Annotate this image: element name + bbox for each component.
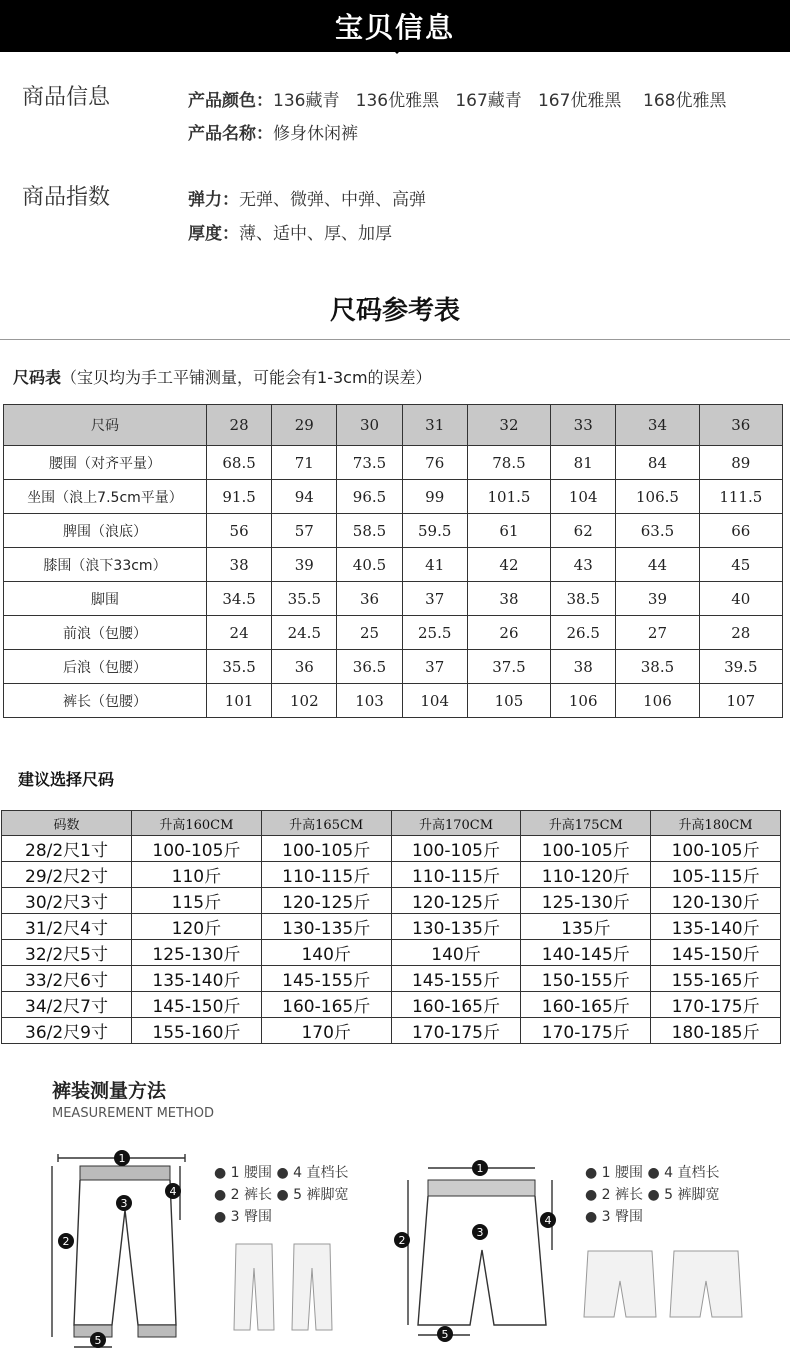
table-header-cell: 码数 [2,811,132,836]
table-cell: 38 [551,650,616,684]
row-label-cell: 31/2尺4寸 [2,914,132,940]
table-header-cell: 36 [699,405,782,446]
recommend-heading: 建议选择尺码 [18,770,115,789]
table-cell: 140斤 [261,940,391,966]
table-cell: 100-105斤 [521,836,651,862]
row-label-cell: 28/2尺1寸 [2,836,132,862]
table-cell: 155-160斤 [132,1018,262,1044]
table-cell: 44 [616,548,699,582]
long-pants-thumbnails [228,1238,348,1338]
table-cell: 145-150斤 [651,940,781,966]
legend-number: 5 [293,1187,303,1203]
table-cell: 110-120斤 [521,862,651,888]
table-cell: 25 [337,616,402,650]
table-cell: 36.5 [337,650,402,684]
row-label-cell: 29/2尺2寸 [2,862,132,888]
table-row [4,582,783,616]
table-header-row [4,405,783,446]
table-cell: 110斤 [132,862,262,888]
table-cell: 120-125斤 [391,888,521,914]
marker-3-icon [472,1224,488,1240]
table-cell: 38.5 [551,582,616,616]
legend-number: 4 [664,1165,674,1181]
pants-back-thumb [292,1244,332,1330]
table-cell: 140-145斤 [521,940,651,966]
table-cell: 39 [616,582,699,616]
table-row [2,914,781,940]
table-cell: 135-140斤 [132,966,262,992]
table-cell: 38.5 [616,650,699,684]
shorts-back-thumb [670,1251,742,1317]
table-cell: 104 [551,480,616,514]
svg-text:2: 2 [398,1234,406,1247]
svg-text:5: 5 [94,1334,102,1347]
table-cell: 106.5 [616,480,699,514]
divider [0,339,790,340]
table-cell: 125-130斤 [132,940,262,966]
banner-notch [387,44,407,54]
banner-title: 宝贝信息 [334,11,455,44]
table-cell: 160-165斤 [521,992,651,1018]
legend-number: 3 [230,1209,240,1225]
table-cell: 170斤 [261,1018,391,1044]
table-row [4,514,783,548]
table-row [4,616,783,650]
legend-hem: 裤脚宽 [677,1187,720,1203]
table-header-cell: 32 [467,405,550,446]
table-row [2,992,781,1018]
marker-2-icon [394,1232,410,1248]
size-chart-heading: 尺码参考表 [329,296,460,326]
waistband-shape [80,1166,170,1180]
row-label-cell: 膝围（浪下33cm） [4,548,207,582]
table-cell: 42 [467,548,550,582]
row-label-cell: 腰围（对齐平量） [4,446,207,480]
row-label-cell: 33/2尺6寸 [2,966,132,992]
table-cell: 66 [699,514,782,548]
shorts-front-thumb [584,1251,656,1317]
row-label-cell: 前浪（包腰） [4,616,207,650]
waistband-shape [428,1180,535,1196]
table-cell: 120-130斤 [651,888,781,914]
table-cell: 101 [207,684,272,718]
table-row [4,684,783,718]
table-cell: 36 [272,650,337,684]
table-header-cell: 33 [551,405,616,446]
table-cell: 39 [272,548,337,582]
table-cell: 28 [699,616,782,650]
legend-hip: 臀围 [615,1209,644,1225]
table-cell: 100-105斤 [391,836,521,862]
table-cell: 40 [699,582,782,616]
svg-text:1: 1 [118,1152,126,1165]
table-cell: 27 [616,616,699,650]
table-cell: 130-135斤 [261,914,391,940]
marker-4-icon [165,1183,181,1199]
legend-number: 4 [293,1165,303,1181]
table-cell: 110-115斤 [391,862,521,888]
legend-number: 3 [601,1209,611,1225]
table-cell: 36 [337,582,402,616]
legend-rise: 直档长 [677,1165,720,1181]
product-name-label: 产品名称： [188,124,273,144]
table-cell: 102 [272,684,337,718]
table-cell: 41 [402,548,467,582]
table-cell: 81 [551,446,616,480]
elastic-value: 无弹、微弹、中弹、高弹 [239,190,426,210]
table-cell: 120-125斤 [261,888,391,914]
table-cell: 103 [337,684,402,718]
legend-row: ● 2 裤长 ● 5 裤脚宽 [214,1187,349,1203]
legend-hem: 裤脚宽 [306,1187,349,1203]
legend-waist: 腰围 [244,1165,273,1181]
table-cell: 34.5 [207,582,272,616]
table-cell: 99 [402,480,467,514]
elastic-label: 弹力： [188,190,239,210]
table-cell: 160-165斤 [261,992,391,1018]
table-cell: 84 [616,446,699,480]
table-cell: 105-115斤 [651,862,781,888]
table-cell: 111.5 [699,480,782,514]
table-row [2,1018,781,1044]
table-cell: 170-175斤 [391,1018,521,1044]
table-cell: 94 [272,480,337,514]
table-cell: 120斤 [132,914,262,940]
marker-3-icon [116,1195,132,1211]
table-header-cell: 34 [616,405,699,446]
product-color-label: 产品颜色： [188,91,273,111]
marker-4-icon [540,1212,556,1228]
table-row [4,446,783,480]
size-table-label: 尺码表 [13,368,62,387]
table-cell: 96.5 [337,480,402,514]
row-label-cell: 裤长（包腰） [4,684,207,718]
product-index-heading: 商品指数 [22,185,111,210]
shorts-outline [418,1196,546,1325]
svg-text:1: 1 [476,1162,484,1175]
table-cell: 155-165斤 [651,966,781,992]
table-cell: 26.5 [551,616,616,650]
table-header-cell: 升高165CM [261,811,391,836]
table-cell: 145-155斤 [261,966,391,992]
row-label-cell: 脚围 [4,582,207,616]
table-cell: 135斤 [521,914,651,940]
legend-row: ● 3 臀围 [214,1209,273,1225]
table-cell: 170-175斤 [651,992,781,1018]
table-cell: 100-105斤 [651,836,781,862]
product-color-value: 136藏青 136优雅黑 167藏青 167优雅黑 168优雅黑 [273,91,727,111]
table-cell: 63.5 [616,514,699,548]
table-cell: 91.5 [207,480,272,514]
legend-rise: 直档长 [306,1165,349,1181]
row-label-cell: 32/2尺5寸 [2,940,132,966]
table-header-cell: 升高170CM [391,811,521,836]
legend-length: 裤长 [615,1187,644,1203]
table-cell: 150-155斤 [521,966,651,992]
table-cell: 125-130斤 [521,888,651,914]
legend-hip: 臀围 [244,1209,273,1225]
table-cell: 104 [402,684,467,718]
marker-1-icon [114,1150,130,1166]
marker-5-icon [90,1332,106,1348]
product-name-value: 修身休闲裤 [273,124,358,144]
recommend-table [1,810,781,1044]
legend-row: ● 3 臀围 [585,1209,644,1225]
table-row [2,836,781,862]
size-table [3,404,783,718]
legend-number: 1 [230,1165,240,1181]
table-cell: 56 [207,514,272,548]
row-label-cell: 坐围（浪上7.5cm平量） [4,480,207,514]
svg-text:3: 3 [120,1197,128,1210]
table-header-cell: 28 [207,405,272,446]
size-table-note: （宝贝均为手工平铺测量，可能会有1-3cm的误差） [61,368,432,387]
marker-1-icon [472,1160,488,1176]
table-cell: 35.5 [272,582,337,616]
row-label-cell: 后浪（包腰） [4,650,207,684]
table-cell: 101.5 [467,480,550,514]
legend-row: ● 1 腰围 ● 4 直档长 [214,1165,349,1181]
table-cell: 135-140斤 [651,914,781,940]
elastic-row [188,185,426,210]
table-cell: 58.5 [337,514,402,548]
table-header-cell: 29 [272,405,337,446]
table-cell: 170-175斤 [521,1018,651,1044]
table-cell: 24.5 [272,616,337,650]
table-header-row [2,811,781,836]
table-cell: 106 [616,684,699,718]
table-cell: 37 [402,650,467,684]
table-cell: 160-165斤 [391,992,521,1018]
table-row [4,480,783,514]
row-label-cell: 30/2尺3寸 [2,888,132,914]
table-cell: 76 [402,446,467,480]
table-cell: 145-155斤 [391,966,521,992]
marker-2-icon [58,1233,74,1249]
table-row [2,888,781,914]
table-header-cell: 升高180CM [651,811,781,836]
table-header-cell: 31 [402,405,467,446]
svg-text:2: 2 [62,1235,70,1248]
top-banner [0,0,790,52]
row-label-cell: 脾围（浪底） [4,514,207,548]
table-cell: 62 [551,514,616,548]
shorts-legend [585,1162,720,1228]
svg-text:4: 4 [169,1185,177,1198]
row-label-cell: 36/2尺9寸 [2,1018,132,1044]
table-header-cell: 尺码 [4,405,207,446]
svg-text:5: 5 [441,1328,449,1341]
table-cell: 140斤 [391,940,521,966]
table-cell: 38 [207,548,272,582]
row-label-cell: 34/2尺7寸 [2,992,132,1018]
table-cell: 89 [699,446,782,480]
table-cell: 115斤 [132,888,262,914]
legend-number: 1 [601,1165,611,1181]
svg-text:4: 4 [544,1214,552,1227]
table-cell: 71 [272,446,337,480]
table-cell: 25.5 [402,616,467,650]
long-pants-legend [214,1162,349,1228]
shorts-thumbnails [582,1245,752,1325]
table-cell: 107 [699,684,782,718]
thickness-value: 薄、适中、厚、加厚 [239,224,392,244]
product-color-row [188,86,727,111]
product-name-row [188,119,358,144]
table-cell: 78.5 [467,446,550,480]
table-cell: 110-115斤 [261,862,391,888]
table-cell: 59.5 [402,514,467,548]
table-cell: 61 [467,514,550,548]
table-header-cell: 30 [337,405,402,446]
table-cell: 130-135斤 [391,914,521,940]
legend-row: ● 1 腰围 ● 4 直档长 [585,1165,720,1181]
marker-5-icon [437,1326,453,1342]
thickness-label: 厚度： [188,224,239,244]
table-header-cell: 升高160CM [132,811,262,836]
table-cell: 68.5 [207,446,272,480]
table-cell: 24 [207,616,272,650]
table-row [4,650,783,684]
table-cell: 35.5 [207,650,272,684]
table-cell: 106 [551,684,616,718]
table-cell: 105 [467,684,550,718]
table-cell: 26 [467,616,550,650]
pants-front-thumb [234,1244,274,1330]
shorts-diagram [390,1150,570,1350]
table-cell: 57 [272,514,337,548]
table-row [2,940,781,966]
legend-number: 5 [664,1187,674,1203]
legend-length: 裤长 [244,1187,273,1203]
table-cell: 37 [402,582,467,616]
table-cell: 100-105斤 [261,836,391,862]
long-pants-diagram [40,1140,200,1355]
legend-number: 2 [601,1187,611,1203]
cuff-shape [138,1325,176,1337]
table-cell: 38 [467,582,550,616]
svg-text:3: 3 [476,1226,484,1239]
table-cell: 45 [699,548,782,582]
size-table-caption [13,365,432,388]
table-row [4,548,783,582]
table-cell: 43 [551,548,616,582]
table-cell: 39.5 [699,650,782,684]
table-cell: 40.5 [337,548,402,582]
table-cell: 37.5 [467,650,550,684]
product-info-heading: 商品信息 [22,85,111,110]
table-cell: 145-150斤 [132,992,262,1018]
table-row [2,966,781,992]
measure-heading: 裤装测量方法 [52,1080,167,1102]
table-cell: 100-105斤 [132,836,262,862]
legend-row: ● 2 裤长 ● 5 裤脚宽 [585,1187,720,1203]
legend-number: 2 [230,1187,240,1203]
legend-waist: 腰围 [615,1165,644,1181]
table-row [2,862,781,888]
measure-subheading: MEASUREMENT METHOD [52,1106,214,1121]
thickness-row [188,219,392,244]
table-header-cell: 升高175CM [521,811,651,836]
table-cell: 180-185斤 [651,1018,781,1044]
table-cell: 73.5 [337,446,402,480]
